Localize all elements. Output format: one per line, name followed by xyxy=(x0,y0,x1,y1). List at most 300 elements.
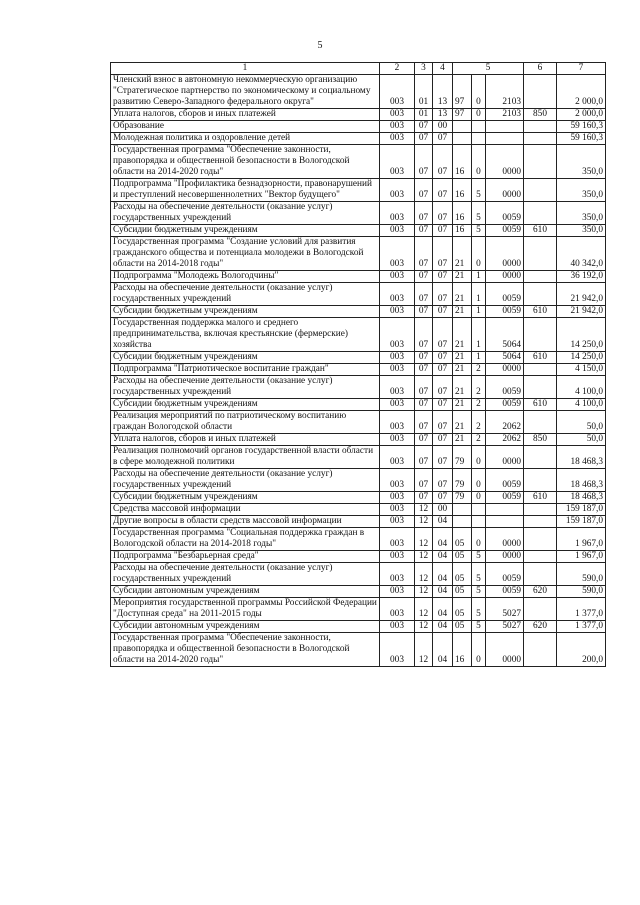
row-col-2: 003 xyxy=(380,504,415,516)
row-col-7-amount: 350,0 xyxy=(557,179,606,202)
row-col-7-amount: 350,0 xyxy=(557,225,606,237)
row-col-5-part-1: 16 xyxy=(453,633,472,667)
row-col-2: 003 xyxy=(380,179,415,202)
row-col-5-part-3: 5027 xyxy=(486,621,524,633)
row-col-3: 12 xyxy=(415,551,433,563)
table-row xyxy=(111,179,606,202)
row-col-5-part-2: 5 xyxy=(472,551,486,563)
row-col-6 xyxy=(524,364,557,376)
row-col-2: 003 xyxy=(380,318,415,352)
row-col-5-part-3: 5064 xyxy=(486,352,524,364)
page-number: 5 xyxy=(317,40,323,51)
table-row xyxy=(111,283,606,306)
row-col-5-part-1: 21 xyxy=(453,399,472,411)
row-col-7-amount: 14 250,0 xyxy=(557,318,606,352)
row-col-7-amount: 18 468,3 xyxy=(557,446,606,469)
table-row xyxy=(111,586,606,598)
row-col-5-part-3: 0000 xyxy=(486,446,524,469)
row-col-5-part-1: 05 xyxy=(453,551,472,563)
row-name: Субсидии бюджетным учреждениям xyxy=(111,225,380,237)
row-col-3: 07 xyxy=(415,133,433,145)
row-col-3: 12 xyxy=(415,621,433,633)
row-col-3: 12 xyxy=(415,528,433,551)
row-col-5-part-3: 0059 xyxy=(486,563,524,586)
row-name: Субсидии бюджетным учреждениям xyxy=(111,399,380,411)
row-col-2: 003 xyxy=(380,633,415,667)
row-col-2: 003 xyxy=(380,145,415,179)
row-col-6: 850 xyxy=(524,434,557,446)
row-col-6: 610 xyxy=(524,399,557,411)
table-row xyxy=(111,399,606,411)
row-col-5-part-3: 0059 xyxy=(486,469,524,492)
row-col-3: 07 xyxy=(415,202,433,225)
row-col-5-part-2: 5 xyxy=(472,586,486,598)
table-row xyxy=(111,504,606,516)
row-col-7-amount: 14 250,0 xyxy=(557,352,606,364)
row-name: Подпрограмма "Безбарьерная среда" xyxy=(111,551,380,563)
column-header-5: 5 xyxy=(453,63,524,75)
row-col-4: 07 xyxy=(433,283,453,306)
row-col-7-amount: 4 150,0 xyxy=(557,364,606,376)
row-col-7-amount: 40 342,0 xyxy=(557,237,606,271)
row-col-7-amount: 4 100,0 xyxy=(557,399,606,411)
row-col-4: 07 xyxy=(433,469,453,492)
row-col-5-part-2: 1 xyxy=(472,318,486,352)
row-name: Другие вопросы в области средств массовой информации xyxy=(111,516,380,528)
row-name: Расходы на обеспечение деятельности (оказание услуг) государственных учреждений xyxy=(111,563,380,586)
row-col-6 xyxy=(524,179,557,202)
row-col-4: 00 xyxy=(433,121,453,133)
row-name: Субсидии бюджетным учреждениям xyxy=(111,306,380,318)
row-col-4: 07 xyxy=(433,306,453,318)
row-col-7-amount: 590,0 xyxy=(557,586,606,598)
row-col-7-amount: 1 967,0 xyxy=(557,528,606,551)
row-name: Государственная программа "Обеспечение законности, правопорядка и общественной безопасности в Вологодской области на 2014-2020 годы" xyxy=(111,145,380,179)
row-col-7-amount: 18 468,3 xyxy=(557,469,606,492)
row-name: Средства массовой информации xyxy=(111,504,380,516)
row-col-4: 00 xyxy=(433,504,453,516)
row-col-6: 610 xyxy=(524,225,557,237)
row-col-2: 003 xyxy=(380,446,415,469)
row-col-6 xyxy=(524,237,557,271)
row-col-6 xyxy=(524,598,557,621)
row-col-2: 003 xyxy=(380,434,415,446)
row-col-4: 04 xyxy=(433,516,453,528)
row-col-2: 003 xyxy=(380,133,415,145)
row-col-5-part-1: 97 xyxy=(453,109,472,121)
row-col-5-part-2: 5 xyxy=(472,621,486,633)
row-col-7-amount: 18 468,3 xyxy=(557,492,606,504)
row-col-7-amount: 1 377,0 xyxy=(557,621,606,633)
row-name: Расходы на обеспечение деятельности (оказание услуг) государственных учреждений xyxy=(111,469,380,492)
row-col-3: 07 xyxy=(415,492,433,504)
row-col-2: 003 xyxy=(380,364,415,376)
table-row xyxy=(111,75,606,109)
table-row xyxy=(111,145,606,179)
row-col-6 xyxy=(524,202,557,225)
row-col-4: 07 xyxy=(433,446,453,469)
row-col-4: 04 xyxy=(433,586,453,598)
row-col-4: 07 xyxy=(433,271,453,283)
row-col-5-part-2: 1 xyxy=(472,271,486,283)
table-row xyxy=(111,271,606,283)
row-col-2: 003 xyxy=(380,306,415,318)
row-col-2: 003 xyxy=(380,492,415,504)
row-col-5-part-2: 0 xyxy=(472,528,486,551)
row-col-2: 003 xyxy=(380,75,415,109)
row-col-5-part-3: 5064 xyxy=(486,318,524,352)
row-col-5-part-1: 21 xyxy=(453,271,472,283)
column-header-4: 4 xyxy=(433,63,453,75)
row-col-5-part-3: 0059 xyxy=(486,306,524,318)
row-col-3: 07 xyxy=(415,271,433,283)
budget-table xyxy=(110,62,606,667)
table-row xyxy=(111,633,606,667)
row-col-5-part-2: 5 xyxy=(472,179,486,202)
row-col-6 xyxy=(524,469,557,492)
row-col-3: 12 xyxy=(415,563,433,586)
row-col-5-part-1 xyxy=(453,133,472,145)
row-col-5-part-1: 05 xyxy=(453,563,472,586)
row-col-2: 003 xyxy=(380,528,415,551)
row-col-7-amount: 1 377,0 xyxy=(557,598,606,621)
row-col-3: 07 xyxy=(415,306,433,318)
table-row xyxy=(111,434,606,446)
table-header-row xyxy=(111,63,606,75)
row-col-4: 07 xyxy=(433,399,453,411)
row-col-7-amount: 59 160,3 xyxy=(557,133,606,145)
row-col-5-part-3 xyxy=(486,516,524,528)
row-col-5-part-2 xyxy=(472,133,486,145)
row-name: Подпрограмма "Патриотическое воспитание граждан" xyxy=(111,364,380,376)
row-col-6: 610 xyxy=(524,492,557,504)
row-col-5-part-2: 2 xyxy=(472,434,486,446)
row-col-5-part-2: 0 xyxy=(472,145,486,179)
row-col-6 xyxy=(524,283,557,306)
row-col-5-part-3: 0000 xyxy=(486,237,524,271)
row-col-5-part-2 xyxy=(472,121,486,133)
row-col-4: 04 xyxy=(433,563,453,586)
row-col-5-part-3: 0059 xyxy=(486,492,524,504)
row-col-7-amount: 2 000,0 xyxy=(557,75,606,109)
row-col-3: 01 xyxy=(415,109,433,121)
row-col-3: 07 xyxy=(415,376,433,399)
row-col-3: 12 xyxy=(415,598,433,621)
row-col-5-part-3 xyxy=(486,504,524,516)
row-col-2: 003 xyxy=(380,586,415,598)
row-col-5-part-1: 05 xyxy=(453,621,472,633)
row-col-5-part-2: 2 xyxy=(472,411,486,434)
row-col-6 xyxy=(524,411,557,434)
row-col-4: 07 xyxy=(433,145,453,179)
row-col-2: 003 xyxy=(380,237,415,271)
table-row xyxy=(111,492,606,504)
row-col-2: 003 xyxy=(380,598,415,621)
table-row xyxy=(111,225,606,237)
column-header-1: 1 xyxy=(111,63,380,75)
row-col-5-part-1: 21 xyxy=(453,352,472,364)
row-name: Уплата налогов, сборов и иных платежей xyxy=(111,109,380,121)
table-row xyxy=(111,563,606,586)
row-col-4: 07 xyxy=(433,352,453,364)
row-col-5-part-2: 0 xyxy=(472,492,486,504)
row-col-5-part-3: 0000 xyxy=(486,271,524,283)
row-col-5-part-1: 21 xyxy=(453,318,472,352)
row-col-5-part-2: 0 xyxy=(472,75,486,109)
row-col-5-part-2: 2 xyxy=(472,364,486,376)
table-row xyxy=(111,133,606,145)
table-body xyxy=(111,75,606,667)
table-row xyxy=(111,551,606,563)
row-col-4: 13 xyxy=(433,75,453,109)
row-col-3: 07 xyxy=(415,352,433,364)
row-col-3: 07 xyxy=(415,237,433,271)
row-col-2: 003 xyxy=(380,109,415,121)
row-name: Молодежная политика и оздоровление детей xyxy=(111,133,380,145)
table-row xyxy=(111,528,606,551)
column-header-2: 2 xyxy=(380,63,415,75)
row-col-5-part-3: 0059 xyxy=(486,376,524,399)
row-col-5-part-2: 0 xyxy=(472,237,486,271)
row-col-3: 07 xyxy=(415,399,433,411)
row-col-7-amount: 4 100,0 xyxy=(557,376,606,399)
row-col-4: 07 xyxy=(433,179,453,202)
row-name: Членский взнос в автономную некоммерческую организацию "Стратегическое партнерство по экономическому и социальному развитию Северо-Западного федерального округа" xyxy=(111,75,380,109)
row-col-6 xyxy=(524,318,557,352)
row-name: Государственная программа "Создание условий для развития гражданского общества и потенциала молодежи в Вологодской области на 2014-2018 годы" xyxy=(111,237,380,271)
row-col-3: 07 xyxy=(415,318,433,352)
row-name: Расходы на обеспечение деятельности (оказание услуг) государственных учреждений xyxy=(111,283,380,306)
row-col-5-part-3 xyxy=(486,133,524,145)
row-col-7-amount: 50,0 xyxy=(557,411,606,434)
row-col-7-amount: 21 942,0 xyxy=(557,283,606,306)
row-col-4: 07 xyxy=(433,492,453,504)
row-col-5-part-1: 21 xyxy=(453,306,472,318)
table-row xyxy=(111,446,606,469)
table-row xyxy=(111,202,606,225)
row-col-5-part-1: 97 xyxy=(453,75,472,109)
row-col-4: 04 xyxy=(433,633,453,667)
row-col-7-amount: 2 000,0 xyxy=(557,109,606,121)
row-col-5-part-2: 0 xyxy=(472,109,486,121)
row-col-6 xyxy=(524,145,557,179)
row-col-5-part-2: 2 xyxy=(472,376,486,399)
row-col-5-part-1: 79 xyxy=(453,492,472,504)
row-col-2: 003 xyxy=(380,376,415,399)
row-col-2: 003 xyxy=(380,621,415,633)
row-col-5-part-2: 5 xyxy=(472,202,486,225)
row-col-5-part-3: 0059 xyxy=(486,202,524,225)
row-col-4: 07 xyxy=(433,202,453,225)
row-col-5-part-1: 16 xyxy=(453,202,472,225)
row-col-6: 610 xyxy=(524,352,557,364)
table-row xyxy=(111,469,606,492)
row-name: Субсидии бюджетным учреждениям xyxy=(111,492,380,504)
column-header-6: 6 xyxy=(524,63,557,75)
row-col-7-amount: 200,0 xyxy=(557,633,606,667)
row-col-5-part-2: 0 xyxy=(472,633,486,667)
row-col-6 xyxy=(524,121,557,133)
row-col-5-part-3: 2062 xyxy=(486,434,524,446)
row-col-2: 003 xyxy=(380,411,415,434)
row-col-3: 01 xyxy=(415,75,433,109)
table-row xyxy=(111,318,606,352)
row-col-5-part-1: 05 xyxy=(453,598,472,621)
row-name: Подпрограмма "Молодежь Вологодчины" xyxy=(111,271,380,283)
row-col-6 xyxy=(524,75,557,109)
row-col-3: 07 xyxy=(415,283,433,306)
table-row xyxy=(111,516,606,528)
table-row xyxy=(111,364,606,376)
row-col-3: 07 xyxy=(415,364,433,376)
row-name: Реализация мероприятий по патриотическому воспитанию граждан Вологодской области xyxy=(111,411,380,434)
row-col-5-part-3: 5027 xyxy=(486,598,524,621)
row-col-4: 07 xyxy=(433,237,453,271)
row-col-2: 003 xyxy=(380,469,415,492)
row-name: Образование xyxy=(111,121,380,133)
row-col-5-part-2: 0 xyxy=(472,446,486,469)
row-col-2: 003 xyxy=(380,283,415,306)
row-col-5-part-1: 16 xyxy=(453,225,472,237)
row-col-4: 07 xyxy=(433,376,453,399)
row-col-4: 07 xyxy=(433,225,453,237)
row-col-4: 04 xyxy=(433,528,453,551)
row-col-6 xyxy=(524,551,557,563)
row-col-4: 07 xyxy=(433,133,453,145)
row-col-3: 07 xyxy=(415,446,433,469)
row-col-5-part-2: 2 xyxy=(472,399,486,411)
row-col-6 xyxy=(524,376,557,399)
row-col-5-part-2 xyxy=(472,516,486,528)
row-col-5-part-1: 21 xyxy=(453,237,472,271)
table-row xyxy=(111,621,606,633)
row-col-5-part-2: 1 xyxy=(472,283,486,306)
row-col-5-part-2: 5 xyxy=(472,225,486,237)
table-row xyxy=(111,121,606,133)
row-col-6: 620 xyxy=(524,621,557,633)
table-row xyxy=(111,237,606,271)
row-col-3: 07 xyxy=(415,121,433,133)
row-col-4: 04 xyxy=(433,621,453,633)
row-col-6 xyxy=(524,446,557,469)
row-col-3: 07 xyxy=(415,145,433,179)
row-col-6 xyxy=(524,133,557,145)
row-col-5-part-1: 21 xyxy=(453,364,472,376)
table-row xyxy=(111,598,606,621)
row-name: Субсидии автономным учреждениям xyxy=(111,621,380,633)
row-col-3: 12 xyxy=(415,586,433,598)
row-col-4: 07 xyxy=(433,364,453,376)
row-col-5-part-1: 05 xyxy=(453,586,472,598)
row-col-7-amount: 59 160,3 xyxy=(557,121,606,133)
row-col-5-part-3: 0000 xyxy=(486,364,524,376)
row-col-7-amount: 50,0 xyxy=(557,434,606,446)
row-col-6 xyxy=(524,563,557,586)
row-col-5-part-2 xyxy=(472,504,486,516)
row-col-4: 07 xyxy=(433,411,453,434)
row-name: Расходы на обеспечение деятельности (оказание услуг) государственных учреждений xyxy=(111,376,380,399)
row-col-5-part-1: 16 xyxy=(453,179,472,202)
row-name: Подпрограмма "Профилактика безнадзорности, правонарушений и преступлений несовершеннолетних "Вектор будущего" xyxy=(111,179,380,202)
row-name: Расходы на обеспечение деятельности (оказание услуг) государственных учреждений xyxy=(111,202,380,225)
row-col-5-part-3: 0000 xyxy=(486,145,524,179)
row-col-6: 610 xyxy=(524,306,557,318)
column-header-3: 3 xyxy=(415,63,433,75)
row-col-2: 003 xyxy=(380,563,415,586)
row-col-6 xyxy=(524,516,557,528)
row-col-4: 07 xyxy=(433,434,453,446)
row-col-6 xyxy=(524,528,557,551)
row-col-3: 07 xyxy=(415,411,433,434)
row-col-5-part-3: 0059 xyxy=(486,399,524,411)
row-col-5-part-3: 2103 xyxy=(486,75,524,109)
row-col-3: 12 xyxy=(415,633,433,667)
row-col-6: 620 xyxy=(524,586,557,598)
row-col-5-part-1: 21 xyxy=(453,376,472,399)
column-header-7: 7 xyxy=(557,63,606,75)
row-col-2: 003 xyxy=(380,121,415,133)
row-col-7-amount: 159 187,0 xyxy=(557,504,606,516)
row-col-5-part-1: 21 xyxy=(453,434,472,446)
row-col-6 xyxy=(524,633,557,667)
row-col-5-part-3 xyxy=(486,121,524,133)
row-name: Государственная программа "Социальная поддержка граждан в Вологодской области на 2014-2018 годы" xyxy=(111,528,380,551)
table-row xyxy=(111,109,606,121)
row-col-4: 04 xyxy=(433,598,453,621)
row-col-5-part-3: 0000 xyxy=(486,179,524,202)
row-col-2: 003 xyxy=(380,225,415,237)
row-col-5-part-3: 0059 xyxy=(486,225,524,237)
row-col-5-part-3: 0059 xyxy=(486,283,524,306)
row-col-7-amount: 36 192,0 xyxy=(557,271,606,283)
row-col-2: 003 xyxy=(380,352,415,364)
row-col-2: 003 xyxy=(380,516,415,528)
row-col-5-part-1: 79 xyxy=(453,446,472,469)
row-col-7-amount: 21 942,0 xyxy=(557,306,606,318)
row-col-5-part-1: 79 xyxy=(453,469,472,492)
row-col-5-part-2: 0 xyxy=(472,469,486,492)
row-name: Государственная программа "Обеспечение законности, правопорядка и общественной безопасности в Вологодской области на 2014-2020 годы" xyxy=(111,633,380,667)
row-col-4: 04 xyxy=(433,551,453,563)
table-row xyxy=(111,411,606,434)
row-col-3: 07 xyxy=(415,434,433,446)
row-name: Реализация полномочий органов государственной власти области в сфере молодежной политики xyxy=(111,446,380,469)
row-col-5-part-3: 0000 xyxy=(486,528,524,551)
row-col-3: 12 xyxy=(415,504,433,516)
row-col-5-part-3: 0059 xyxy=(486,586,524,598)
row-name: Мероприятия государственной программы Российской Федерации "Доступная среда" на 2011-2015 годы xyxy=(111,598,380,621)
row-col-5-part-3: 0000 xyxy=(486,633,524,667)
row-col-2: 003 xyxy=(380,271,415,283)
row-col-5-part-1: 21 xyxy=(453,283,472,306)
row-col-7-amount: 1 967,0 xyxy=(557,551,606,563)
row-name: Субсидии автономным учреждениям xyxy=(111,586,380,598)
row-col-4: 13 xyxy=(433,109,453,121)
table-row xyxy=(111,376,606,399)
row-name: Уплата налогов, сборов и иных платежей xyxy=(111,434,380,446)
row-col-7-amount: 159 187,0 xyxy=(557,516,606,528)
row-name: Государственная поддержка малого и среднего предпринимательства, включая крестьянские (фермерские) хозяйства xyxy=(111,318,380,352)
row-col-5-part-1: 05 xyxy=(453,528,472,551)
row-col-5-part-2: 5 xyxy=(472,598,486,621)
table-row xyxy=(111,306,606,318)
row-col-5-part-3: 2062 xyxy=(486,411,524,434)
row-col-5-part-1: 16 xyxy=(453,145,472,179)
row-col-6 xyxy=(524,504,557,516)
row-col-7-amount: 350,0 xyxy=(557,145,606,179)
row-col-7-amount: 590,0 xyxy=(557,563,606,586)
row-col-3: 07 xyxy=(415,469,433,492)
